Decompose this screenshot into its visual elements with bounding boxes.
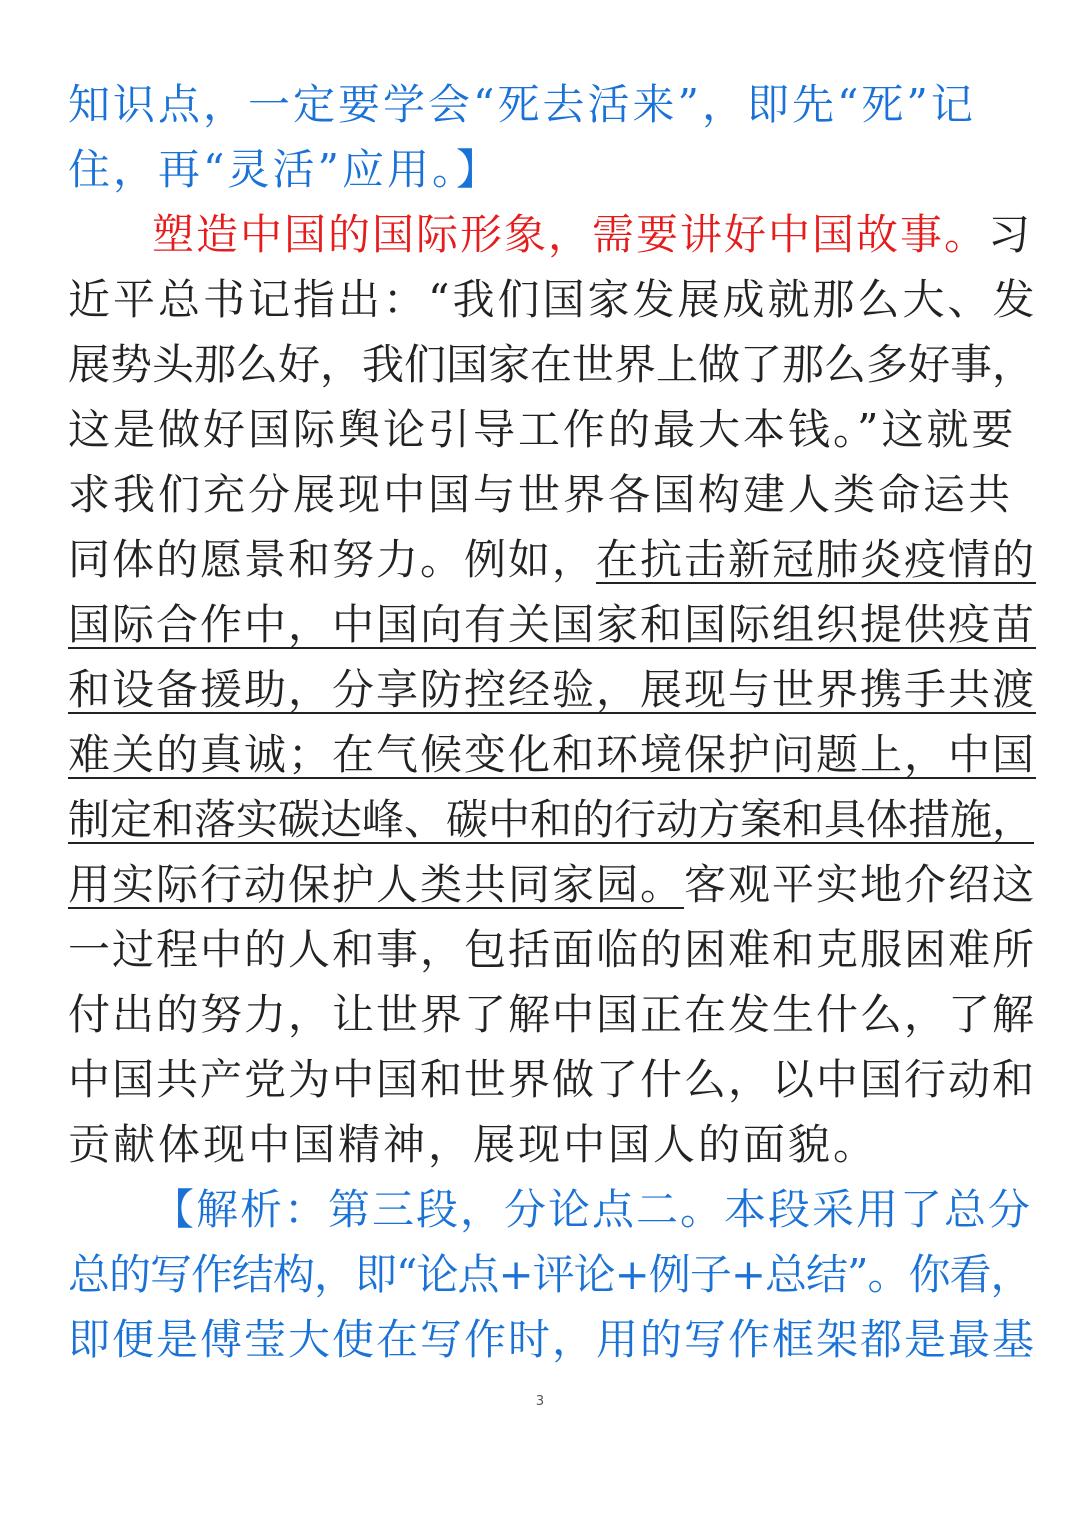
page-number: 3	[535, 1394, 545, 1409]
paragraph-line	[68, 787, 1038, 852]
paragraph-line: 近平总书记指出：“我们国家发展成就那么大、发	[68, 275, 1038, 324]
underlined-example: 国际合作中，中国向有关国家和国际组织提供疫苗	[68, 600, 1037, 649]
analysis-note-line: 【解析：第三段，分论点二。本段采用了总分	[152, 1185, 1033, 1234]
paragraph-text: 习	[988, 210, 1033, 259]
underlined-example: 难关的真诚；在气候变化和环境保护问题上，中国	[68, 730, 1037, 779]
underlined-example: 用实际行动保护人类共同家园。	[68, 860, 685, 909]
paragraph-line	[68, 657, 1038, 722]
underlined-example: 在抗击新冠肺炎疫情的	[596, 535, 1037, 584]
paragraph-line: 展势头那么好，我们国家在世界上做了那么多好事，	[68, 340, 1035, 389]
page-content	[68, 72, 1038, 1372]
paragraph-line: 求我们充分展现中国与世界各国构建人类命运共	[68, 470, 1014, 519]
paragraph-line: 中国共产党为中国和世界做了什么，以中国行动和	[68, 1055, 1037, 1104]
paragraph-line: 一过程中的人和事，包括面临的困难和克服困难所	[68, 925, 1037, 974]
underlined-example: 制定和落实碳达峰、碳中和的行动方案和具体措施，	[68, 795, 1035, 844]
note-line: 知识点，一定要学会“死去活来”，即先“死”记	[68, 80, 976, 129]
paragraph-line: 贡献体现中国精神，展现中国人的面貌。	[68, 1120, 879, 1169]
paragraph-line: 付出的努力，让世界了解中国正在发生什么，了解	[68, 990, 1037, 1039]
paragraph-line	[68, 592, 1038, 657]
paragraph-text: 同体的愿景和努力。例如，	[68, 535, 597, 584]
paragraph-line	[68, 527, 1038, 592]
paragraph-heading: 塑造中国的国际形象，需要讲好中国故事。	[152, 210, 989, 259]
paragraph-line	[68, 722, 1038, 787]
analysis-note-line: 总的写作结构，即“论点+评论+例子+总结”。你看，	[68, 1250, 1032, 1299]
analysis-note-line: 即便是傅莹大使在写作时，用的写作框架都是最基	[68, 1315, 1037, 1364]
underlined-example: 和设备援助，分享防控经验，展现与世界携手共渡	[68, 665, 1037, 714]
paragraph-first-line	[68, 202, 1038, 267]
note-line: 住，再“灵活”应用。】	[68, 145, 501, 194]
paragraph-line: 这是做好国际舆论引导工作的最大本钱。”这就要	[68, 405, 1017, 454]
paragraph-text: 客观平实地介绍这	[684, 860, 1037, 909]
paragraph-line	[68, 852, 1038, 917]
